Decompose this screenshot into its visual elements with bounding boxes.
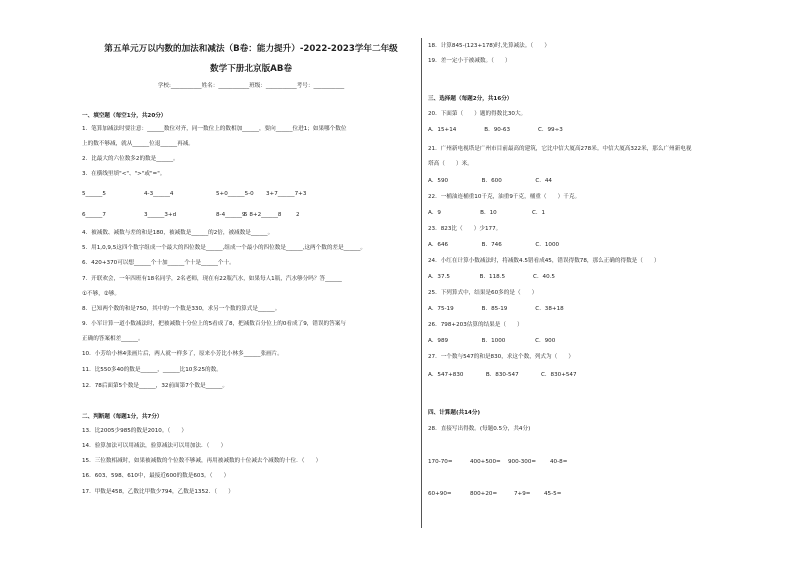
question-17: 17．甲数是458，乙数比甲数少794，乙数是1352．（ ） [82, 489, 234, 495]
calc-cell: 400+500= [470, 459, 501, 465]
question-13: 13．比2005少985的数是2010。（ ） [82, 428, 187, 434]
question-3: 3．在横线里填"<"、">"或"="。 [82, 171, 166, 177]
question-1a: 1．笔算加减法时要注意：______数位对齐，同一数位上的数相加______，要向______位进1；如果哪个数位 [82, 126, 347, 132]
compare-cell: 4-3______4 [144, 191, 174, 197]
question-22: 22．一桶油连桶重10千克，油重9千克，桶重（ ）千克。 [428, 194, 581, 200]
question-9a: 9．小军计算一道小数减法时，把被减数十分位上的5看成了8，把减数百分位上的0看成了9，错误的答案与 [82, 321, 346, 327]
question-7b: ①不够，②够。 [82, 291, 120, 297]
question-9b: 正确的答案相差______。 [82, 336, 144, 342]
calc-cell: 7+9= [514, 491, 531, 497]
question-24: 24．小红在计算小数减法时，将减数4.5错看成45，错误得数78，那么正确的得数是（ ） [428, 258, 660, 264]
compare-cell: 2 [296, 212, 300, 218]
question-26: 26．798+203估算的结果是（ ） [428, 322, 523, 328]
question-8: 8．已知两个数的和是750，其中的一个数是330，求另一个数的算式是______。 [82, 306, 281, 312]
question-6: 6．420+370可以想______个十加______个十是______个十。 [82, 260, 235, 266]
question-14: 14．验算加法可以用减法，验算减法可以用加法．（ ） [82, 443, 227, 449]
question-27: 27．一个数与547的和是830，求这个数，列式为（ ） [428, 354, 574, 360]
options-23: A．646 B．746 C．1000 [428, 242, 560, 248]
options-27: A．547+830 B．830-547 C．830+547 [428, 372, 577, 378]
compare-cell: 3______3+d [144, 212, 177, 218]
question-5: 5．用1,0,9,5这四个数字组成一个最大的四位数是______,组成一个最小的四位数是______,这两个数的差是______。 [82, 245, 366, 251]
section-multiple-choice: 三、选择题（每题2分，共16分） [428, 96, 513, 102]
question-11: 11．比550多40的数是______，______比10多25的数。 [82, 367, 222, 373]
question-25: 25．下列算式中，结果是60多的是（ ） [428, 290, 538, 296]
section-calculation: 四、计算题(共14分) [428, 410, 481, 416]
question-18: 18．计算845-(123+178)时,先算减法。（ ） [428, 43, 550, 49]
question-7a: 7．开联欢会，一年四班有18名同学，2名老师，现在有22瓶汽水，如果每人1瓶，汽水够分吗？答______ [82, 276, 342, 282]
compare-cell: 3+7______7+3 [266, 191, 307, 197]
question-4: 4．被减数、减数与差的和是180，被减数是______的2倍，被减数是______。 [82, 230, 274, 236]
question-20: 20．下面第（ ）题的得数比30大。 [428, 111, 527, 117]
calc-cell: 800+20= [470, 491, 498, 497]
question-21b: 塔高（ ）米。 [428, 161, 473, 167]
question-16: 16．603、598、610中，最接近600的数是603。（ ） [82, 473, 230, 479]
calc-cell: 900-300= [508, 459, 537, 465]
compare-cell: 5______5 [82, 191, 106, 197]
compare-cell: 8-4______9 [216, 212, 246, 218]
options-20: A．15+14 B．90-63 C．99÷3 [428, 127, 563, 133]
question-23: 23．823比（ ）少177。 [428, 226, 502, 232]
title-line-1: 第五单元万以内数的加法和减法（B卷：能力提升）-2022-2023学年二年级 [104, 44, 398, 54]
compare-cell: 5 8+2______8 [244, 212, 282, 218]
question-1b: 上的数不够减，就从______位退______再减。 [82, 141, 194, 147]
question-21a: 21．广州新电视塔是广州市目前最高的建筑，它比中信大厦高278米。中信大厦高322米，那么广州新电视 [428, 146, 692, 152]
calc-cell: 45-5= [544, 491, 562, 497]
calc-cell: 60+90= [428, 491, 452, 497]
section-true-false: 二、判断题（每题1分，共7分） [82, 414, 163, 420]
question-19: 19．差一定小于被减数。（ ） [428, 58, 511, 64]
compare-cell: 5+0______5-0 [216, 191, 254, 197]
options-26: A．989 B．1000 C．900 [428, 338, 556, 344]
options-21: A．590 B．600 C．44 [428, 178, 552, 184]
student-info-line: 学校:___________姓名：___________班级：___________考号：___________ [157, 83, 345, 89]
calc-cell: 170-70= [428, 459, 453, 465]
question-2: 2．比最大的六位数多2的数是______。 [82, 156, 179, 162]
options-25: A．75-19 B．85-19 C．38+18 [428, 306, 564, 312]
compare-cell: 6______7 [82, 212, 106, 218]
column-divider [421, 38, 422, 528]
question-28: 28．直接写出得数。(每题0.5分，共4分) [428, 426, 531, 432]
question-15: 15．三位数相减时，如果被减数的个位数不够减，再用被减数的十位减去个减数的十位．（ ） [82, 458, 322, 464]
question-10: 10．小芳给小林4张画片后，两人就一样多了，原来小芳比小林多______张画片。 [82, 351, 283, 357]
title-line-2: 数学下册北京版AB卷 [210, 64, 292, 74]
options-22: A．9 B．10 C．1 [428, 210, 546, 216]
options-24: A．37.5 B．118.5 C．40.5 [428, 274, 555, 280]
calc-cell: 40-8= [550, 459, 568, 465]
question-12: 12．78后面第5个数是______，32前面第7个数是______。 [82, 383, 228, 389]
section-fill-blank: 一、填空题（每空1分，共20分） [82, 113, 167, 119]
